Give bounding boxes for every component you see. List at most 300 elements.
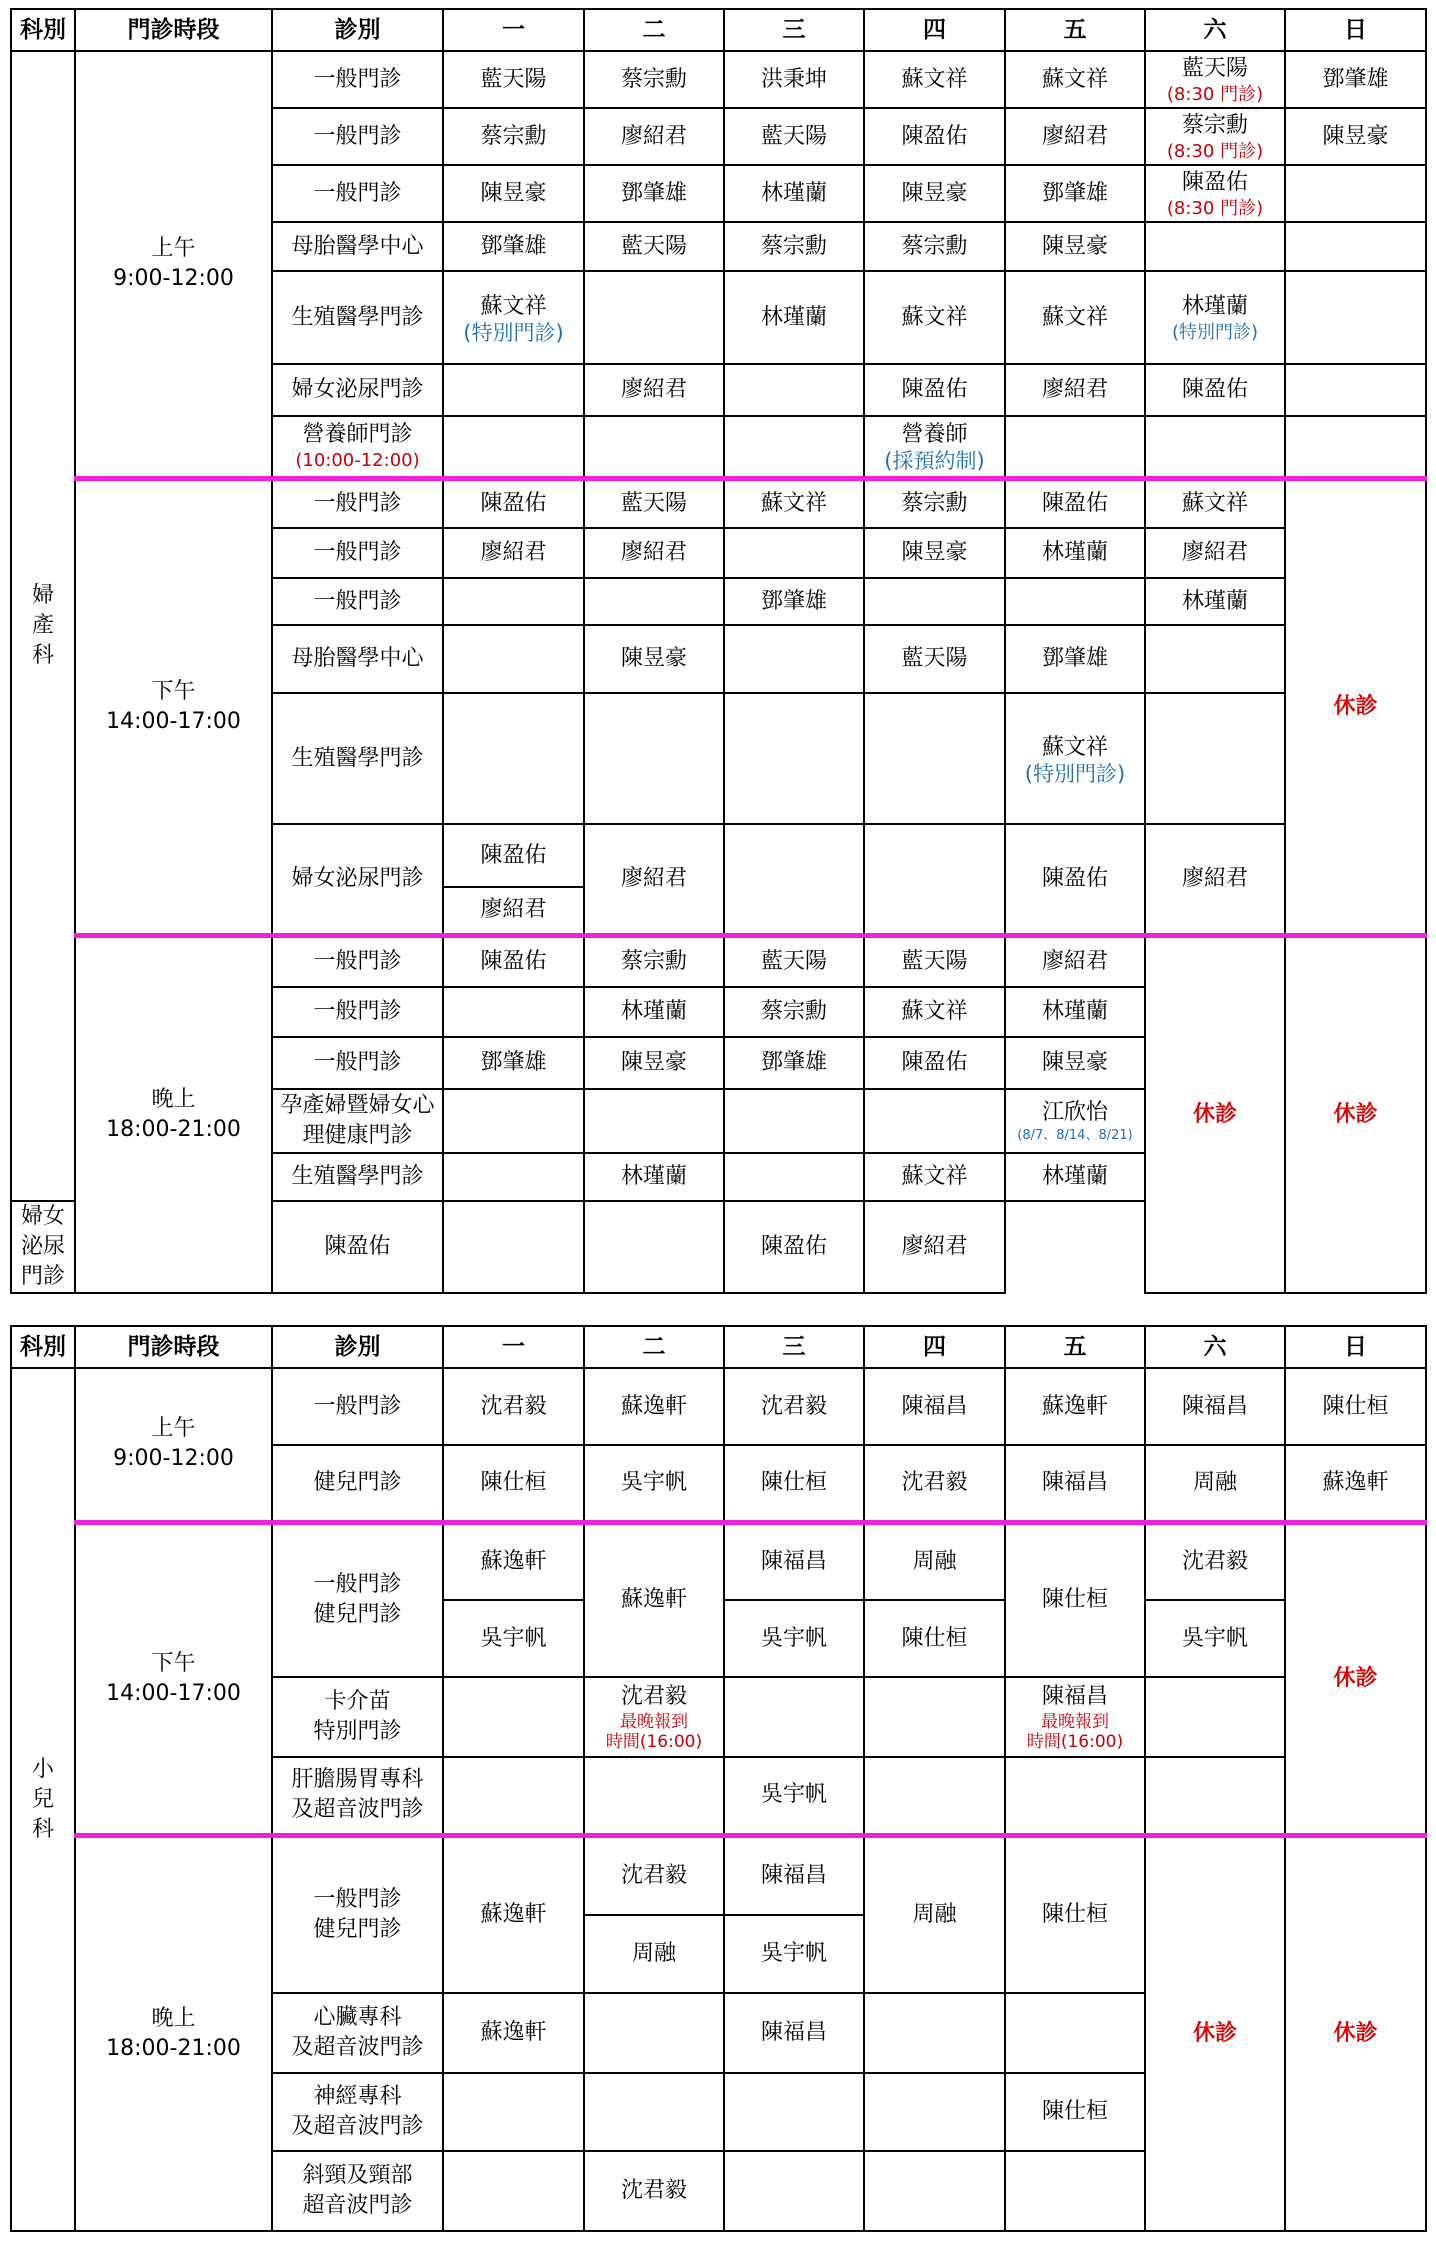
doctor-cell: 陳盈佑 — [272, 1201, 443, 1293]
doctor-cell — [443, 364, 584, 416]
doctor-cell — [1005, 1089, 1145, 1153]
doctor-cell — [443, 625, 584, 693]
doctor-cell — [1145, 625, 1285, 693]
doctor-cell — [1145, 222, 1285, 271]
doctor-cell — [724, 364, 864, 416]
dept-char: 科 — [31, 643, 54, 668]
header-day: 五 — [1005, 1326, 1145, 1368]
doctor-cell: 陳昱豪 — [864, 165, 1005, 222]
header-day: 一 — [443, 9, 584, 51]
clinic-note: (8:30 門診) — [1166, 197, 1264, 219]
doctor-cell — [443, 2073, 584, 2151]
doctor-cell: 廖紹君 — [1005, 935, 1145, 987]
clinic-name: 一般門診 — [272, 1037, 443, 1089]
doctor-cell: 洪秉坤 — [724, 51, 864, 108]
header-row — [11, 1326, 1426, 1368]
doctor-cell: 藍天陽 — [864, 935, 1005, 987]
doctor-cell: 鄧肇雄 — [1005, 625, 1145, 693]
doctor-cell: 廖紹君 — [584, 824, 724, 935]
dept-char: 小 — [31, 1756, 54, 1782]
doctor-cell: 沈君毅 — [724, 1368, 864, 1445]
clinic-name: 婦女泌尿門診 — [11, 1201, 75, 1293]
header-day: 二 — [584, 1326, 724, 1368]
clinic-note: (特別門診) — [463, 320, 564, 345]
clinic-name — [272, 416, 443, 478]
doctor-cell: 林瑾蘭 — [1145, 578, 1285, 625]
clinic-name: 一般門診 — [272, 935, 443, 987]
clinic-label: 一般門診 — [313, 1572, 402, 1598]
doctor-name: 蘇文祥 — [480, 293, 547, 319]
doctor-cell — [864, 2073, 1005, 2151]
doctor-cell: 陳福昌 — [724, 1522, 864, 1600]
doctor-cell — [584, 2073, 724, 2151]
doctor-cell: 藍天陽 — [584, 478, 724, 528]
doctor-cell — [724, 416, 864, 478]
doctor-cell: 陳盈佑 — [864, 364, 1005, 416]
doctor-cell: 廖紹君 — [1005, 364, 1145, 416]
clinic-note: 時間(16:00) — [1026, 1732, 1124, 1752]
clinic-name: 一般門診 — [272, 1368, 443, 1445]
doctor-cell: 蘇逸軒 — [443, 1835, 584, 1993]
doctor-cell — [584, 1993, 724, 2073]
doctor-cell: 蔡宗勳 — [724, 222, 864, 271]
doctor-cell: 吳宇帆 — [584, 1445, 724, 1522]
dept-char: 科 — [31, 1816, 54, 1842]
doctor-name: 陳福昌 — [1041, 1684, 1108, 1709]
doctor-cell: 沈君毅 — [584, 2151, 724, 2231]
period-time: 14:00-17:00 — [106, 1680, 241, 1706]
doctor-cell: 蘇文祥 — [724, 478, 864, 528]
header-clinic: 診別 — [272, 1326, 443, 1368]
clinic-name — [272, 1677, 443, 1757]
doctor-cell: 陳昱豪 — [864, 528, 1005, 578]
doctor-cell: 蔡宗勳 — [864, 478, 1005, 528]
closed-cell: 休診 — [1145, 935, 1285, 1293]
doctor-cell: 蘇文祥 — [864, 1153, 1005, 1201]
doctor-cell: 蘇文祥 — [864, 51, 1005, 108]
dept-char: 婦 — [31, 583, 54, 608]
clinic-label: 理健康門診 — [302, 1123, 413, 1148]
doctor-name: 營養師 — [901, 422, 968, 448]
doctor-cell — [864, 824, 1005, 935]
doctor-cell — [1005, 2151, 1145, 2231]
header-dept: 科別 — [11, 9, 75, 51]
doctor-cell — [1285, 416, 1426, 478]
period-morning — [75, 1368, 272, 1522]
doctor-cell: 陳仕桓 — [1005, 2073, 1145, 2151]
doctor-cell: 廖紹君 — [864, 1201, 1005, 1293]
header-day: 二 — [584, 9, 724, 51]
closed-cell: 休診 — [1285, 1522, 1426, 1835]
dept-char: 兒 — [31, 1786, 54, 1812]
doctor-cell: 林瑾蘭 — [1005, 1153, 1145, 1201]
doctor-cell: 藍天陽 — [584, 222, 724, 271]
doctor-cell: 陳盈佑 — [864, 1037, 1005, 1089]
doctor-cell — [584, 1089, 724, 1153]
doctor-cell: 沈君毅 — [1145, 1522, 1285, 1600]
doctor-cell: 陳福昌 — [724, 1835, 864, 1915]
clinic-note: (8:30 門診) — [1166, 140, 1264, 162]
doctor-cell — [1005, 1677, 1145, 1757]
doctor-cell: 廖紹君 — [443, 887, 584, 935]
period-evening — [75, 1835, 272, 2231]
doctor-cell: 廖紹君 — [1145, 824, 1285, 935]
doctor-cell — [1145, 1677, 1285, 1757]
doctor-cell — [1285, 364, 1426, 416]
clinic-name: 婦女泌尿門診 — [272, 364, 443, 416]
doctor-cell: 吳宇帆 — [1145, 1600, 1285, 1677]
table-row — [11, 935, 1426, 987]
doctor-cell: 蘇文祥 — [1005, 51, 1145, 108]
doctor-cell: 蔡宗勳 — [724, 987, 864, 1037]
clinic-label: 肝膽腸胃專科 — [291, 1767, 424, 1793]
doctor-cell — [443, 1153, 584, 1201]
doctor-cell: 廖紹君 — [584, 108, 724, 165]
table-row — [11, 1522, 1426, 1600]
doctor-cell — [724, 693, 864, 824]
clinic-name — [272, 2151, 443, 2231]
header-day: 四 — [864, 9, 1005, 51]
clinic-name: 一般門診 — [272, 528, 443, 578]
clinic-name: 生殖醫學門診 — [272, 693, 443, 824]
doctor-cell — [584, 1677, 724, 1757]
header-day: 三 — [724, 9, 864, 51]
doctor-cell — [443, 1201, 584, 1293]
header-day: 三 — [724, 1326, 864, 1368]
clinic-label: 營養師門診 — [302, 422, 413, 448]
doctor-cell — [724, 2073, 864, 2151]
doctor-cell: 吳宇帆 — [724, 1915, 864, 1993]
period-time: 18:00-21:00 — [106, 1116, 241, 1142]
clinic-name: 一般門診 — [272, 987, 443, 1037]
header-day: 日 — [1285, 1326, 1426, 1368]
doctor-cell: 蘇文祥 — [864, 271, 1005, 364]
doctor-cell: 蘇逸軒 — [443, 1522, 584, 1600]
doctor-cell — [724, 824, 864, 935]
doctor-name: 江欣怡 — [1041, 1100, 1108, 1125]
doctor-cell: 陳昱豪 — [584, 1037, 724, 1089]
doctor-name: 陳盈佑 — [1181, 169, 1248, 195]
doctor-cell: 蘇文祥 — [1145, 478, 1285, 528]
doctor-cell: 陳昱豪 — [1005, 1037, 1145, 1089]
header-day: 日 — [1285, 9, 1426, 51]
table-row — [11, 51, 1426, 108]
clinic-note: (8/7、8/14、8/21) — [1017, 1128, 1133, 1143]
doctor-cell — [1145, 693, 1285, 824]
doctor-cell: 鄧肇雄 — [584, 165, 724, 222]
closed-cell: 休診 — [1285, 1835, 1426, 2231]
doctor-cell: 周融 — [1145, 1445, 1285, 1522]
doctor-cell: 沈君毅 — [443, 1368, 584, 1445]
doctor-cell: 陳仕桓 — [724, 1445, 864, 1522]
doctor-cell: 陳盈佑 — [1145, 364, 1285, 416]
clinic-name: 一般門診 — [272, 478, 443, 528]
clinic-name: 一般門診 — [272, 108, 443, 165]
clinic-label: 斜頸及頸部 — [302, 2163, 413, 2188]
doctor-cell: 吳宇帆 — [724, 1757, 864, 1835]
doctor-cell: 藍天陽 — [864, 625, 1005, 693]
doctor-cell — [443, 987, 584, 1037]
doctor-cell — [1005, 1757, 1145, 1835]
clinic-label: 心臟專科 — [313, 2005, 402, 2030]
clinic-label: 卡介苗 — [324, 1689, 391, 1714]
doctor-cell — [443, 578, 584, 625]
header-period: 門診時段 — [75, 9, 272, 51]
period-time: 9:00-12:00 — [113, 1446, 234, 1472]
doctor-cell: 藍天陽 — [724, 935, 864, 987]
doctor-cell — [584, 416, 724, 478]
doctor-cell — [584, 693, 724, 824]
clinic-label: 神經專科 — [313, 2084, 402, 2109]
clinic-note: (10:00-12:00) — [295, 450, 420, 472]
doctor-cell: 沈君毅 — [864, 1445, 1005, 1522]
clinic-label: 及超音波門診 — [291, 2035, 424, 2060]
doctor-cell — [584, 1201, 724, 1293]
doctor-name: 蘇文祥 — [1041, 734, 1108, 760]
doctor-cell: 林瑾蘭 — [584, 987, 724, 1037]
doctor-cell — [724, 1089, 864, 1153]
doctor-cell — [443, 1677, 584, 1757]
doctor-cell: 沈君毅 — [584, 1835, 724, 1915]
doctor-cell — [584, 578, 724, 625]
closed-cell: 休診 — [1285, 478, 1426, 935]
clinic-name — [272, 2073, 443, 2151]
doctor-cell: 蔡宗勳 — [443, 108, 584, 165]
doctor-cell: 陳盈佑 — [1005, 478, 1145, 528]
doctor-cell — [1145, 51, 1285, 108]
clinic-label: 孕產婦暨婦女心 — [280, 1093, 435, 1118]
doctor-cell — [864, 2151, 1005, 2231]
doctor-cell: 鄧肇雄 — [443, 1037, 584, 1089]
doctor-name: 蔡宗勳 — [1181, 112, 1248, 138]
header-dept: 科別 — [11, 1326, 75, 1368]
clinic-name: 一般門診 — [272, 165, 443, 222]
clinic-label: 健兒門診 — [313, 1602, 402, 1628]
doctor-cell — [1005, 416, 1145, 478]
doctor-cell: 藍天陽 — [443, 51, 584, 108]
doctor-cell — [864, 1993, 1005, 2073]
doctor-cell — [864, 1089, 1005, 1153]
doctor-cell — [1285, 222, 1426, 271]
doctor-cell: 陳福昌 — [1005, 1445, 1145, 1522]
doctor-cell — [1005, 578, 1145, 625]
clinic-name: 生殖醫學門診 — [272, 271, 443, 364]
doctor-cell: 陳昱豪 — [1005, 222, 1145, 271]
doctor-cell: 吳宇帆 — [724, 1600, 864, 1677]
doctor-cell: 蘇文祥 — [1005, 271, 1145, 364]
period-time: 18:00-21:00 — [106, 2035, 241, 2061]
doctor-cell — [724, 2151, 864, 2231]
doctor-cell: 蘇逸軒 — [443, 1993, 584, 2073]
dept-label — [11, 1368, 75, 2231]
doctor-cell — [864, 1757, 1005, 1835]
period-label: 晚上 — [151, 2005, 196, 2031]
doctor-cell: 鄧肇雄 — [1285, 51, 1426, 108]
header-day: 五 — [1005, 9, 1145, 51]
doctor-cell: 藍天陽 — [724, 108, 864, 165]
dept-label — [11, 51, 75, 1201]
header-row — [11, 9, 1426, 51]
doctor-cell — [724, 625, 864, 693]
doctor-cell — [443, 271, 584, 364]
doctor-cell: 蔡宗勳 — [584, 935, 724, 987]
doctor-cell — [443, 2151, 584, 2231]
doctor-cell — [584, 271, 724, 364]
doctor-name: 藍天陽 — [1181, 55, 1248, 81]
doctor-cell: 陳盈佑 — [443, 824, 584, 887]
clinic-name: 母胎醫學中心 — [272, 625, 443, 693]
doctor-cell: 陳福昌 — [1145, 1368, 1285, 1445]
doctor-cell — [864, 693, 1005, 824]
doctor-cell: 蘇逸軒 — [1285, 1445, 1426, 1522]
clinic-label: 特別門診 — [313, 1719, 402, 1744]
clinic-name: 生殖醫學門診 — [272, 1153, 443, 1201]
doctor-cell: 陳福昌 — [864, 1368, 1005, 1445]
doctor-cell: 陳昱豪 — [443, 165, 584, 222]
doctor-name: 沈君毅 — [620, 1684, 687, 1709]
doctor-cell — [1005, 1993, 1145, 2073]
peds-schedule-table — [10, 1325, 1427, 2232]
doctor-cell: 陳盈佑 — [724, 1201, 864, 1293]
doctor-cell: 林瑾蘭 — [1005, 528, 1145, 578]
dept-char: 產 — [31, 613, 54, 638]
clinic-label: 一般門診 — [313, 1886, 402, 1912]
header-day: 四 — [864, 1326, 1005, 1368]
doctor-cell: 林瑾蘭 — [724, 165, 864, 222]
clinic-note: 時間(16:00) — [605, 1732, 703, 1752]
doctor-cell — [1285, 271, 1426, 364]
clinic-note: 最晚報到 — [620, 1712, 688, 1732]
doctor-cell — [443, 1089, 584, 1153]
doctor-cell: 廖紹君 — [584, 364, 724, 416]
doctor-cell: 林瑾蘭 — [724, 271, 864, 364]
table-row — [11, 478, 1426, 528]
doctor-cell — [1145, 416, 1285, 478]
period-label: 上午 — [151, 235, 196, 261]
clinic-name: 婦女泌尿門診 — [272, 824, 443, 935]
table-row — [11, 1368, 1426, 1445]
doctor-cell: 陳福昌 — [724, 1993, 864, 2073]
clinic-label: 及超音波門診 — [291, 1797, 424, 1823]
doctor-cell — [724, 528, 864, 578]
doctor-cell: 鄧肇雄 — [724, 578, 864, 625]
doctor-cell — [724, 1153, 864, 1201]
table-row — [11, 1835, 1426, 1915]
doctor-cell — [443, 1757, 584, 1835]
doctor-cell: 陳仕桓 — [443, 1445, 584, 1522]
doctor-cell — [724, 1677, 864, 1757]
doctor-cell — [1005, 693, 1145, 824]
period-afternoon — [75, 1522, 272, 1835]
header-day: 一 — [443, 1326, 584, 1368]
doctor-cell: 陳仕桓 — [1005, 1522, 1145, 1677]
period-label: 下午 — [151, 678, 196, 704]
clinic-name: 一般門診 — [272, 578, 443, 625]
doctor-cell: 陳仕桓 — [864, 1600, 1005, 1677]
doctor-cell: 陳仕桓 — [1285, 1368, 1426, 1445]
doctor-cell: 蘇逸軒 — [584, 1522, 724, 1677]
clinic-note: (採預約制) — [884, 449, 985, 474]
doctor-cell: 廖紹君 — [1145, 528, 1285, 578]
doctor-cell: 陳昱豪 — [584, 625, 724, 693]
period-evening — [75, 935, 272, 1293]
doctor-cell: 蘇文祥 — [864, 987, 1005, 1037]
clinic-name — [272, 1757, 443, 1835]
doctor-cell: 周融 — [584, 1915, 724, 1993]
doctor-cell — [1145, 271, 1285, 364]
doctor-cell: 陳仕桓 — [1005, 1835, 1145, 1993]
doctor-cell: 周融 — [864, 1835, 1005, 1993]
doctor-cell: 蘇逸軒 — [584, 1368, 724, 1445]
doctor-cell: 廖紹君 — [584, 528, 724, 578]
clinic-name — [272, 1835, 443, 1993]
doctor-cell: 廖紹君 — [1005, 108, 1145, 165]
doctor-cell — [443, 693, 584, 824]
doctor-name: 林瑾蘭 — [1181, 293, 1248, 319]
doctor-cell: 蔡宗勳 — [864, 222, 1005, 271]
doctor-cell — [1145, 165, 1285, 222]
header-day: 六 — [1145, 9, 1285, 51]
closed-cell: 休診 — [1145, 1835, 1285, 2231]
header-period: 門診時段 — [75, 1326, 272, 1368]
clinic-note: (特別門診) — [1171, 321, 1259, 343]
period-label: 下午 — [151, 1650, 196, 1676]
doctor-cell: 廖紹君 — [443, 528, 584, 578]
clinic-name — [272, 1089, 443, 1153]
clinic-note: (8:30 門診) — [1166, 83, 1264, 105]
clinic-name: 母胎醫學中心 — [272, 222, 443, 271]
closed-cell: 休診 — [1285, 935, 1426, 1293]
clinic-label: 健兒門診 — [313, 1916, 402, 1942]
period-time: 9:00-12:00 — [113, 265, 234, 291]
doctor-cell: 陳昱豪 — [1285, 108, 1426, 165]
clinic-name — [272, 1993, 443, 2073]
period-time: 14:00-17:00 — [106, 708, 241, 734]
doctor-cell — [864, 416, 1005, 478]
doctor-cell: 林瑾蘭 — [584, 1153, 724, 1201]
header-day: 六 — [1145, 1326, 1285, 1368]
clinic-note: 最晚報到 — [1041, 1712, 1109, 1732]
period-afternoon — [75, 478, 272, 935]
doctor-cell: 林瑾蘭 — [1005, 987, 1145, 1037]
clinic-label: 超音波門診 — [302, 2193, 413, 2218]
doctor-cell: 蘇逸軒 — [1005, 1368, 1145, 1445]
doctor-cell — [1285, 165, 1426, 222]
clinic-name — [272, 1522, 443, 1677]
doctor-cell: 陳盈佑 — [864, 108, 1005, 165]
header-clinic: 診別 — [272, 9, 443, 51]
clinic-label: 及超音波門診 — [291, 2114, 424, 2139]
doctor-cell — [1145, 1757, 1285, 1835]
doctor-cell: 蔡宗勳 — [584, 51, 724, 108]
doctor-cell — [864, 1677, 1005, 1757]
period-morning — [75, 51, 272, 478]
doctor-cell: 吳宇帆 — [443, 1600, 584, 1677]
doctor-cell: 陳盈佑 — [443, 478, 584, 528]
doctor-cell — [864, 578, 1005, 625]
doctor-cell — [1145, 108, 1285, 165]
doctor-cell: 鄧肇雄 — [724, 1037, 864, 1089]
period-label: 晚上 — [151, 1086, 196, 1112]
doctor-cell — [443, 416, 584, 478]
ob-schedule-table — [10, 8, 1427, 1294]
clinic-name: 健兒門診 — [272, 1445, 443, 1522]
doctor-cell: 鄧肇雄 — [443, 222, 584, 271]
doctor-cell: 陳盈佑 — [1005, 824, 1145, 935]
period-label: 上午 — [151, 1416, 196, 1442]
clinic-note: (特別門診) — [1024, 761, 1126, 786]
doctor-cell — [584, 1757, 724, 1835]
